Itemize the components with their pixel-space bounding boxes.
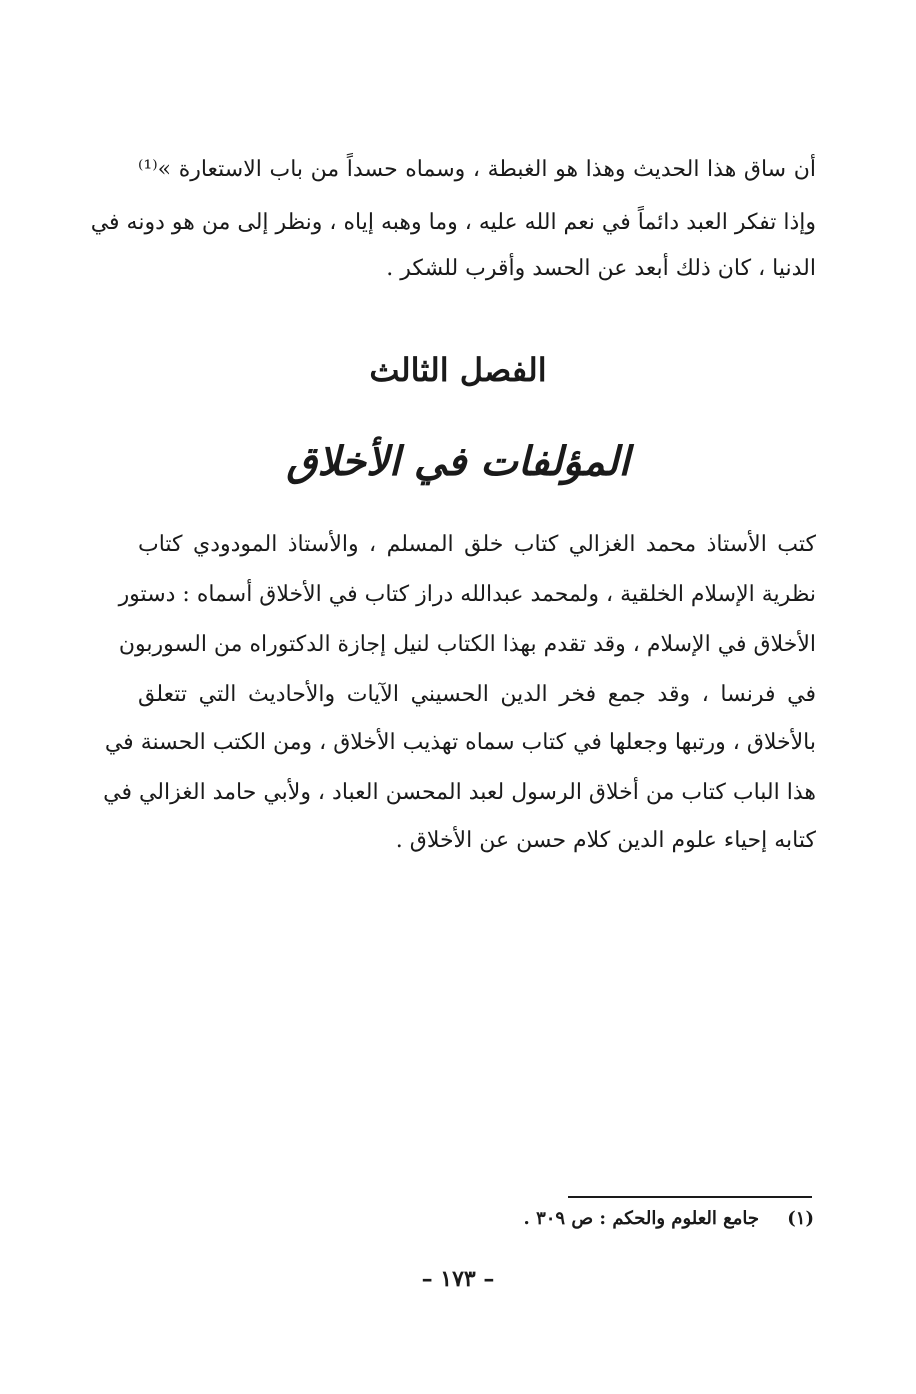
- footnote-number: (١): [787, 1208, 814, 1229]
- body-line-2: نظرية الإسلام الخلقية ، ولمحمد عبدالله دراز كتاب في الأخلاق أسماه : دستور: [118, 582, 816, 607]
- intro-line-3: الدنيا ، كان ذلك أبعد عن الحسد وأقرب للشكر .: [386, 256, 816, 281]
- footnote-rule: [568, 1196, 812, 1198]
- body-line-4: في فرنسا ، وقد جمع فخر الدين الحسيني الآيات والأحاديث التي تتعلق: [138, 682, 816, 707]
- body-line-7: كتابه إحياء علوم الدين كلام حسن عن الأخلاق .: [395, 828, 816, 853]
- intro-line-1: أن ساق هذا الحديث وهذا هو الغبطة ، وسماه حسداً من باب الاستعارة »⁽¹⁾: [138, 157, 816, 182]
- chapter-title: المؤلفات في الأخلاق: [286, 438, 630, 485]
- chapter-heading: الفصل الثالث: [369, 351, 547, 389]
- intro-line-2: وإذا تفكر العبد دائماً في نعم الله عليه ، وما وهبه إياه ، ونظر إلى من هو دونه في: [90, 210, 816, 235]
- footnote: [524, 1204, 814, 1234]
- body-line-5: بالأخلاق ، ورتبها وجعلها في كتاب سماه تهذيب الأخلاق ، ومن الكتب الحسنة في: [104, 730, 816, 755]
- body-line-6: هذا الباب كتاب من أخلاق الرسول لعبد المحسن العباد ، ولأبي حامد الغزالي في: [103, 780, 816, 805]
- body-line-3: الأخلاق في الإسلام ، وقد تقدم بهذا الكتاب لنيل إجازة الدكتوراه من السوربون: [118, 632, 816, 657]
- body-line-1: كتب الأستاذ محمد الغزالي كتاب خلق المسلم ، والأستاذ المودودي كتاب: [138, 532, 816, 557]
- page-number: – ١٧٣ –: [421, 1266, 495, 1292]
- footnote-text: جامع العلوم والحكم : ص ٣٠٩ .: [523, 1208, 759, 1229]
